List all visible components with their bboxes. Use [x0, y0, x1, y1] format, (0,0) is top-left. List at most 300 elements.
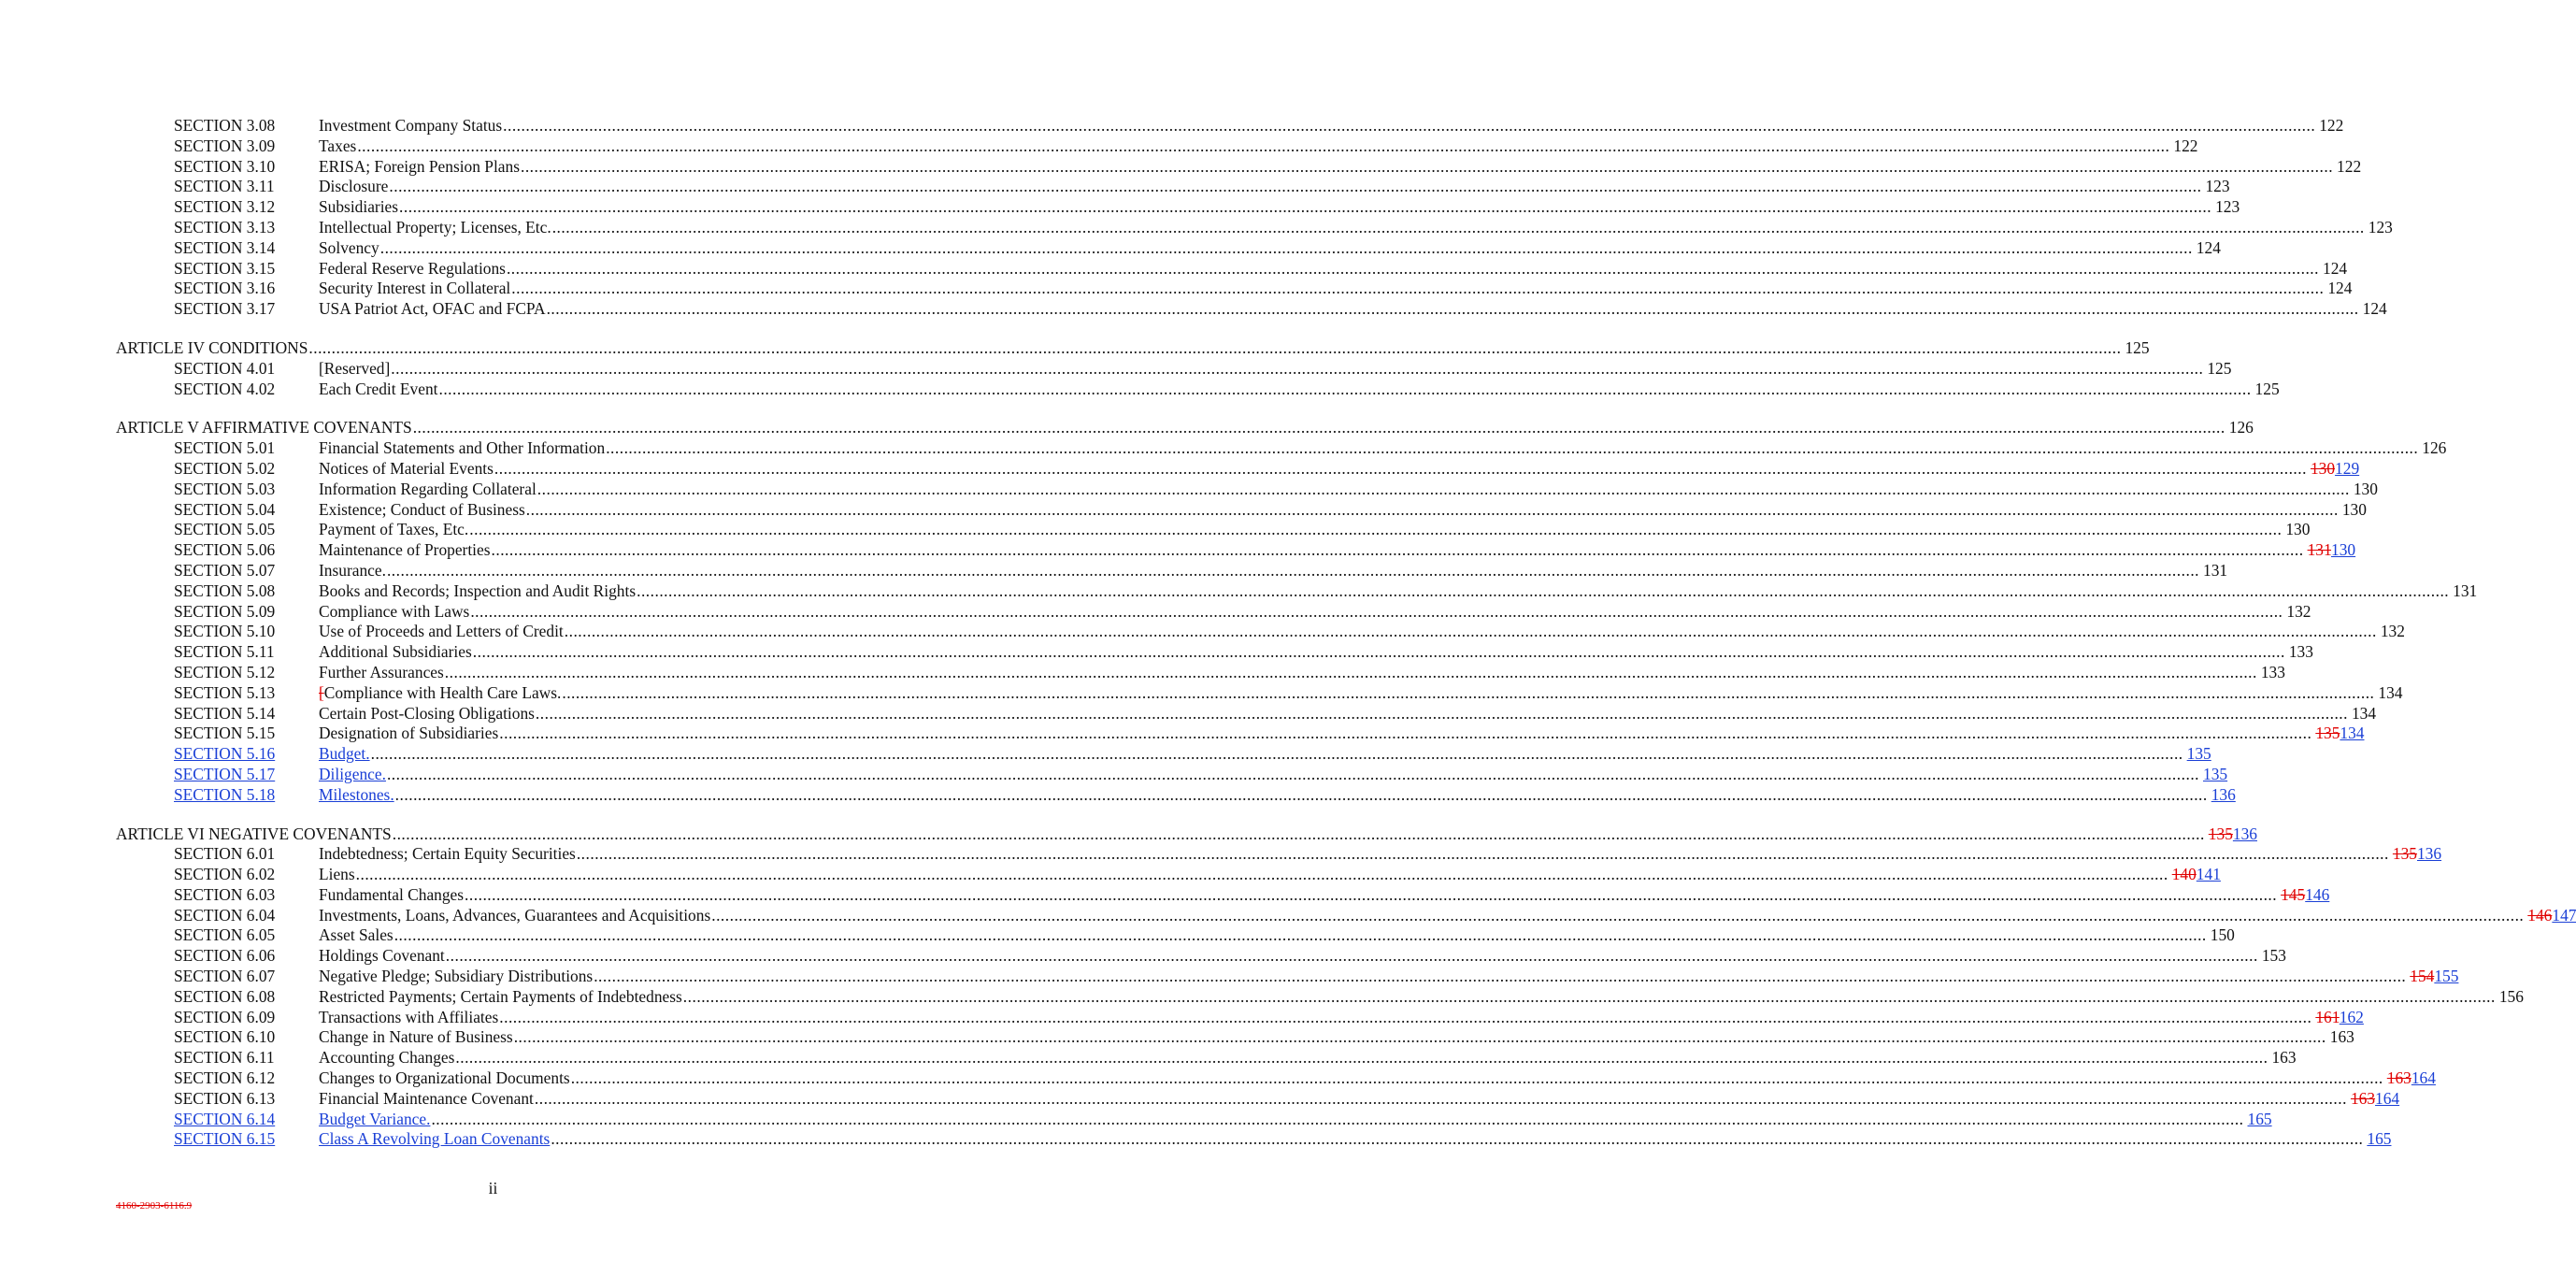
dot-leader: ................................................................................................................................................................................................................................................................................................................................................................................................................ [469, 520, 2283, 539]
dot-leader: ................................................................................................................................................................................................................................................................................................................................................................................................................ [546, 299, 2359, 319]
toc-section-row[interactable] [0, 662, 2285, 683]
toc-page-number [2347, 1089, 2399, 1110]
toc-entry-title-text: Notices of Material Events [319, 458, 494, 478]
toc-section-number: SECTION 5.06 [174, 540, 276, 560]
toc-section-number: SECTION 4.01 [174, 358, 276, 378]
toc-entry-title [319, 1068, 571, 1089]
toc-entry-title [319, 704, 536, 724]
deleted-page-number: 131 [2307, 540, 2332, 560]
toc-section-row[interactable] [0, 986, 2524, 1008]
document-id: 4160-2903-6116.9 [116, 1200, 193, 1211]
toc-section-number: SECTION 3.14 [174, 237, 276, 257]
toc-entry-title [319, 500, 526, 521]
toc-section-row[interactable] [0, 724, 2365, 744]
toc-entry-title-line [116, 824, 2257, 845]
toc-section-row[interactable] [0, 1088, 2400, 1110]
toc-entry-title [319, 279, 511, 299]
toc-section-number: SECTION 5.01 [174, 438, 276, 458]
toc-entry-title [319, 683, 562, 704]
toc-entry-title-text: Designation of Subsidiaries [319, 724, 499, 743]
toc-section-row[interactable] [0, 217, 2393, 238]
toc-section-number: SECTION 3.16 [174, 279, 276, 298]
toc-entry-title-line [319, 1129, 2392, 1150]
toc-page-number: 163 [2271, 1048, 2297, 1068]
toc-section-row[interactable] [0, 1068, 2436, 1089]
toc-section-number: SECTION 6.12 [174, 1068, 276, 1088]
toc-entry-title-line [319, 1068, 2436, 1089]
toc-entry-title [319, 1089, 535, 1110]
toc-entry-title-text: Transactions with Affiliates [319, 1007, 499, 1026]
toc-page-number [2205, 824, 2257, 845]
toc-page-number: 124 [2323, 258, 2348, 278]
toc-section-row[interactable] [0, 1027, 2354, 1048]
toc-entry-title-text: Holdings Covenant [319, 946, 445, 966]
toc-section-row[interactable] [0, 279, 2353, 299]
inserted-page-number: 162 [2339, 1007, 2364, 1026]
toc-entry-title-line [319, 1088, 2400, 1110]
toc-section-row[interactable] [0, 499, 2367, 521]
dot-leader: ................................................................................................................................................................................................................................................................................................................................................................................................................ [438, 379, 2252, 398]
toc-section-row[interactable] [0, 458, 2360, 480]
toc-section-number: SECTION 3.09 [174, 136, 276, 155]
toc-entry-title-text: Indebtedness; Certain Equity Securities [319, 844, 576, 864]
dot-leader: ................................................................................................................................................................................................................................................................................................................................................................................................................ [465, 884, 2278, 904]
toc-page-number: 131 [2453, 581, 2478, 600]
toc-section-number: SECTION 6.08 [174, 986, 276, 1006]
dot-leader: ................................................................................................................................................................................................................................................................................................................................................................................................................ [551, 217, 2365, 237]
toc-page-number: 124 [2196, 237, 2221, 257]
dot-leader: ................................................................................................................................................................................................................................................................................................................................................................................................................ [399, 197, 2212, 217]
toc-entry-title [319, 480, 537, 500]
toc-entry-title [319, 906, 711, 926]
toc-entry-title-text: Investments, Loans, Advances, Guarantees and Acquisitions [319, 905, 711, 925]
toc-entry-title-line [319, 884, 2330, 906]
toc-entry-title-text: Investment Company Status [319, 116, 503, 135]
dot-leader: ................................................................................................................................................................................................................................................................................................................................................................................................................ [455, 1048, 2268, 1068]
toc-section-number: SECTION 5.04 [174, 499, 276, 519]
toc-section-number: SECTION 3.17 [174, 299, 276, 319]
toc-entry-title-line [319, 279, 2353, 299]
toc-page-number: 134 [2351, 703, 2377, 723]
toc-entry-title-text: Solvency [319, 237, 379, 257]
toc-page-number: 125 [2254, 379, 2280, 398]
toc-entry-title [319, 925, 394, 946]
toc-entry-title-text: ERISA; Foreign Pension Plans [319, 156, 520, 176]
toc-entry-title [319, 602, 470, 623]
toc-entry-title-line [319, 116, 2344, 136]
toc-page-number [2311, 724, 2364, 744]
toc-entry-title-text: Intellectual Property; Licenses, Etc. [319, 217, 551, 237]
dot-leader: ................................................................................................................................................................................................................................................................................................................................................................................................................ [386, 764, 2200, 783]
toc-section-row[interactable] [0, 560, 2228, 581]
toc-page-number: 132 [2286, 601, 2311, 621]
toc-entry-title [319, 438, 606, 459]
toc-entry-title-line [319, 764, 2228, 785]
toc-section-row[interactable] [0, 784, 2236, 806]
toc-section-number: SECTION 5.12 [174, 662, 276, 681]
dot-leader: ................................................................................................................................................................................................................................................................................................................................................................................................................ [445, 946, 2258, 966]
dot-leader: ................................................................................................................................................................................................................................................................................................................................................................................................................ [470, 601, 2283, 621]
toc-section-number: SECTION 6.09 [174, 1007, 276, 1026]
toc-entry-title [319, 459, 494, 480]
toc-section-row[interactable] [0, 299, 2387, 320]
toc-section-row[interactable] [0, 581, 2478, 602]
inserted-page-number: 129 [2335, 458, 2360, 478]
toc-page-number: 135 [2203, 764, 2228, 783]
toc-entry-title-line [319, 784, 2236, 806]
toc-page-number: 123 [2368, 217, 2393, 237]
toc-entry-title [319, 946, 446, 967]
dot-leader: ................................................................................................................................................................................................................................................................................................................................................................................................................ [357, 136, 2170, 155]
toc-entry-title-line [319, 299, 2387, 320]
toc-section-row[interactable] [0, 905, 2576, 926]
toc-entry-title-line [319, 560, 2228, 581]
toc-page-number: 130 [2285, 520, 2311, 539]
toc-entry-title-text: Maintenance of Properties [319, 540, 491, 560]
toc-entry-title-line [319, 197, 2240, 218]
toc-entry-title-line [319, 581, 2478, 602]
toc-entry-title-line [319, 642, 2313, 663]
toc-entry-title-text: Compliance with Health Care Laws. [323, 682, 562, 702]
toc-entry-title-text: Information Regarding Collateral [319, 479, 537, 498]
toc-section-number: SECTION 5.13 [174, 682, 276, 702]
inserted-page-number: 130 [2331, 540, 2356, 560]
toc-entry-title-line [319, 1007, 2364, 1028]
dot-leader: ................................................................................................................................................................................................................................................................................................................................................................................................................ [570, 1068, 2383, 1088]
deleted-page-number: 135 [2208, 824, 2233, 843]
toc-section-number: SECTION 3.12 [174, 197, 276, 217]
toc-entry-title-line [319, 177, 2230, 197]
deleted-page-number: 163 [2386, 1068, 2411, 1088]
toc-section-number: SECTION 5.08 [174, 581, 276, 600]
toc-page-number: 163 [2329, 1027, 2354, 1047]
toc-entry-title [319, 1129, 551, 1150]
toc-page-number [2524, 906, 2576, 926]
toc-section-number: SECTION 5.09 [174, 601, 276, 621]
toc-page-number: 133 [2288, 642, 2313, 662]
toc-section-row[interactable] [0, 744, 2211, 765]
toc-entry-title-text: Taxes [319, 136, 357, 155]
deleted-page-number: 140 [2171, 865, 2197, 884]
toc-entry-title-text: [Reserved] [319, 358, 391, 378]
toc-entry-title-line [319, 662, 2285, 683]
toc-section-number: SECTION 6.15 [174, 1129, 276, 1149]
dot-leader: ................................................................................................................................................................................................................................................................................................................................................................................................................ [308, 337, 2122, 357]
toc-section-row[interactable] [0, 197, 2240, 218]
dot-leader: ................................................................................................................................................................................................................................................................................................................................................................................................................ [537, 479, 2350, 498]
toc-section-number: SECTION 5.10 [174, 622, 276, 641]
toc-entry-title-line [319, 844, 2442, 865]
toc-section-row[interactable] [0, 116, 2344, 136]
toc-page-number [2168, 865, 2221, 885]
toc-entry-title [319, 157, 521, 178]
dot-leader: ................................................................................................................................................................................................................................................................................................................................................................................................................ [355, 865, 2168, 884]
toc-entry-title-text: Negative Pledge; Subsidiary Distributions [319, 967, 594, 986]
dot-leader: ................................................................................................................................................................................................................................................................................................................................................................................................................ [472, 642, 2285, 662]
toc-page-number [2383, 1068, 2436, 1089]
toc-section-number: SECTION 5.03 [174, 479, 276, 498]
toc-entry-title [319, 765, 387, 785]
toc-section-row[interactable] [0, 764, 2228, 785]
toc-page-number: 136 [2211, 784, 2236, 804]
dot-leader: ................................................................................................................................................................................................................................................................................................................................................................................................................ [534, 1088, 2347, 1108]
toc-entry-title-line [319, 967, 2459, 987]
toc-section-number: SECTION 3.11 [174, 177, 275, 196]
dot-leader: ................................................................................................................................................................................................................................................................................................................................................................................................................ [444, 662, 2257, 681]
toc-section-number: SECTION 5.15 [174, 724, 276, 743]
toc-section-row[interactable] [0, 884, 2330, 906]
toc-entry-title-line [319, 458, 2360, 480]
toc-section-row[interactable] [0, 601, 2311, 623]
toc-entry-title [319, 663, 445, 683]
toc-page-number: 126 [2228, 418, 2254, 437]
toc-entry-title-line [319, 905, 2576, 926]
toc-section-row[interactable] [0, 520, 2311, 540]
toc-entry-title [319, 380, 438, 400]
toc-section-row[interactable] [0, 379, 2280, 400]
toc-page-number: 133 [2260, 662, 2285, 681]
toc-section-row[interactable] [0, 925, 2235, 946]
toc-entry-title [319, 622, 565, 642]
toc-entry-title [319, 987, 683, 1008]
toc-article-row[interactable] [0, 824, 2257, 845]
toc-entry-title [319, 844, 577, 865]
toc-entry-title [319, 177, 389, 197]
toc-entry-title-line [319, 237, 2221, 259]
toc-entry-title [319, 136, 357, 157]
toc-entry-title-text: Change in Nature of Business [319, 1027, 513, 1047]
toc-entry-title-line [319, 946, 2286, 967]
dot-leader: ................................................................................................................................................................................................................................................................................................................................................................................................................ [711, 905, 2525, 925]
toc-section-row[interactable] [0, 177, 2230, 197]
toc-entry-title-text: Further Assurances [319, 662, 444, 681]
toc-entry-title-text: Milestones. [319, 784, 394, 804]
inserted-page-number: 155 [2434, 967, 2459, 986]
toc-entry-title-text: Asset Sales [319, 925, 394, 945]
toc-entry-title-text: Books and Records; Inspection and Audit Rights [319, 581, 637, 600]
toc-entry-title-text: Class A Revolving Loan Covenants [319, 1129, 551, 1149]
toc-entry-title-text: Subsidiaries [319, 197, 399, 217]
toc-section-number: SECTION 5.02 [174, 458, 276, 478]
toc-page-number: 130 [2341, 499, 2367, 519]
toc-section-row[interactable] [0, 703, 2377, 724]
dot-leader: ................................................................................................................................................................................................................................................................................................................................................................................................................ [594, 967, 2407, 986]
toc-section-number: SECTION 6.10 [174, 1027, 276, 1047]
toc-entry-title-text: Financial Statements and Other Information [319, 438, 606, 458]
dot-leader: ................................................................................................................................................................................................................................................................................................................................................................................................................ [494, 458, 2307, 478]
toc-entry-title-line [319, 622, 2405, 642]
toc-section-row[interactable] [0, 622, 2405, 642]
toc-entry-title-text: ARTICLE IV CONDITIONS [116, 337, 308, 357]
toc-section-row[interactable] [0, 682, 2403, 704]
toc-section-row[interactable] [0, 1048, 2297, 1068]
dot-leader: ................................................................................................................................................................................................................................................................................................................................................................................................................ [391, 358, 2204, 378]
toc-page-number: 126 [2422, 438, 2447, 458]
deleted-page-number: 161 [2315, 1007, 2340, 1026]
inserted-page-number: 164 [2375, 1088, 2400, 1108]
toc-entry-title [319, 197, 399, 218]
toc-entry-title-line [319, 258, 2348, 280]
toc-section-number: SECTION 6.04 [174, 905, 276, 925]
toc-entry-title [319, 359, 391, 380]
toc-section-number: SECTION 3.15 [174, 258, 276, 278]
toc-section-number: SECTION 6.03 [174, 884, 276, 904]
toc-entry-title [319, 865, 356, 885]
toc-page-number: 123 [2215, 197, 2240, 217]
toc-section-number: SECTION 6.05 [174, 925, 276, 945]
toc-section-row[interactable] [0, 540, 2356, 561]
toc-section-row[interactable] [0, 438, 2447, 459]
inserted-page-number: 136 [2416, 844, 2442, 864]
toc-entry-title-line [319, 1048, 2297, 1068]
dot-leader: ................................................................................................................................................................................................................................................................................................................................................................................................................ [394, 784, 2208, 804]
toc-page-number [2311, 1008, 2364, 1028]
toc-section-row[interactable] [0, 844, 2442, 865]
dot-leader: ................................................................................................................................................................................................................................................................................................................................................................................................................ [551, 1129, 2364, 1149]
dot-leader: ................................................................................................................................................................................................................................................................................................................................................................................................................ [606, 438, 2419, 458]
toc-section-row[interactable] [0, 136, 2198, 157]
toc-section-row[interactable] [0, 237, 2221, 259]
inserted-page-number: 164 [2411, 1068, 2436, 1088]
toc-section-number: SECTION 5.07 [174, 560, 276, 580]
toc-page-number: 156 [2498, 986, 2524, 1006]
toc-section-number: SECTION 3.13 [174, 217, 276, 237]
dot-leader: ................................................................................................................................................................................................................................................................................................................................................................................................................ [499, 724, 2312, 743]
toc-entry-title [319, 540, 492, 561]
inserted-page-number: 147 [2552, 905, 2576, 925]
toc-section-number: SECTION 4.02 [174, 379, 276, 398]
toc-entry-title [319, 1110, 431, 1130]
toc-section-row[interactable] [0, 865, 2221, 885]
dot-leader: ................................................................................................................................................................................................................................................................................................................................................................................................................ [637, 581, 2450, 600]
toc-entry-title-line [319, 865, 2221, 885]
toc-page-number [2406, 967, 2458, 987]
toc-section-row[interactable] [0, 946, 2286, 967]
dot-leader: ................................................................................................................................................................................................................................................................................................................................................................................................................ [535, 703, 2348, 723]
toc-entry-title-line [319, 986, 2524, 1008]
deleted-page-number: 145 [2281, 884, 2306, 904]
toc-article-row[interactable] [0, 337, 2150, 359]
toc-section-number: SECTION 6.11 [174, 1048, 275, 1068]
inserted-page-number: 146 [2305, 884, 2330, 904]
toc-page-number: 123 [2205, 177, 2230, 196]
dot-leader: ................................................................................................................................................................................................................................................................................................................................................................................................................ [389, 177, 2202, 196]
toc-section-row[interactable] [0, 479, 2378, 500]
toc-page-number: 165 [2247, 1109, 2272, 1128]
toc-page-number: 124 [2327, 279, 2353, 298]
toc-entry-title-text: Financial Maintenance Covenant [319, 1088, 534, 1108]
dot-leader: ................................................................................................................................................................................................................................................................................................................................................................................................................ [499, 1007, 2312, 1026]
toc-entry-title-text: Compliance with Laws [319, 601, 470, 621]
dot-leader: ................................................................................................................................................................................................................................................................................................................................................................................................................ [513, 1027, 2326, 1047]
toc-entry-title [319, 885, 465, 906]
toc-entry-title-text: Federal Reserve Regulations [319, 258, 506, 278]
toc-entry-title-text: Use of Proceeds and Letters of Credit [319, 622, 564, 641]
toc-entry-title-line [116, 337, 2150, 359]
toc-section-number: SECTION 6.01 [174, 844, 276, 864]
toc-entry-title [319, 218, 552, 238]
deleted-page-number: 146 [2527, 905, 2553, 925]
inserted-page-number: 141 [2196, 865, 2221, 884]
toc-entry-title-line [319, 156, 2362, 178]
toc-page-number: 134 [2378, 682, 2403, 702]
toc-section-row[interactable] [0, 1129, 2392, 1150]
toc-section-row[interactable] [0, 967, 2459, 987]
deleted-page-number: 154 [2410, 967, 2435, 986]
deleted-page-number: 130 [2310, 458, 2336, 478]
dot-leader: ................................................................................................................................................................................................................................................................................................................................................................................................................ [506, 258, 2319, 278]
toc-page-number: 122 [2173, 136, 2198, 155]
toc-section-number: SECTION 3.08 [174, 116, 276, 135]
toc-entry-title-text: Liens [319, 865, 355, 884]
toc-page-number: 122 [2337, 156, 2362, 176]
dot-leader: ................................................................................................................................................................................................................................................................................................................................................................................................................ [491, 540, 2304, 560]
toc-entry-title-text: Budget. [319, 744, 370, 764]
toc-section-number: SECTION 6.07 [174, 967, 276, 986]
toc-entry-title [319, 116, 503, 136]
toc-entry-title-text: USA Patriot Act, OFAC and FCPA [319, 299, 546, 319]
toc-section-number: SECTION 3.10 [174, 156, 276, 176]
dot-leader: ................................................................................................................................................................................................................................................................................................................................................................................................................ [576, 844, 2389, 864]
toc-entry-title-text: Fundamental Changes [319, 884, 465, 904]
dot-leader: ................................................................................................................................................................................................................................................................................................................................................................................................................ [562, 682, 2375, 702]
inserted-page-number: 134 [2340, 724, 2365, 743]
toc-entry-title-text: Diligence. [319, 764, 386, 783]
toc-entry-title-line [319, 499, 2367, 521]
toc-entry-title-line [319, 479, 2378, 500]
toc-section-row[interactable] [0, 258, 2348, 280]
toc-entry-title-text: Budget Variance. [319, 1109, 431, 1128]
toc-entry-title-line [319, 1109, 2272, 1130]
toc-article-row[interactable] [0, 418, 2254, 438]
toc-entry-title-text: Restricted Payments; Certain Payments of Indebtedness [319, 986, 682, 1006]
toc-section-row[interactable] [0, 358, 2232, 380]
toc-entry-title-text: Additional Subsidiaries [319, 642, 472, 662]
toc-entry-title-line [319, 520, 2311, 540]
toc-entry-title-line [319, 540, 2356, 561]
toc-section-row[interactable] [0, 642, 2313, 663]
toc-page-number: 124 [2362, 299, 2387, 319]
toc-entry-title [319, 724, 499, 744]
toc-entry-title-line [319, 438, 2447, 459]
toc-page-number: 131 [2203, 560, 2228, 580]
toc-entry-title-line [319, 136, 2198, 157]
toc-entry-title-line [319, 1027, 2354, 1048]
deleted-bracket: [ [319, 682, 324, 702]
toc-section-number: SECTION 5.14 [174, 703, 276, 723]
toc-section-row[interactable] [0, 1007, 2364, 1028]
toc-entry-title-text: Security Interest in Collateral [319, 279, 511, 298]
toc-entry-title-text: Accounting Changes [319, 1048, 455, 1068]
toc-entry-title-line [319, 601, 2311, 623]
toc-section-row[interactable] [0, 1109, 2272, 1130]
toc-section-number: SECTION 5.05 [174, 520, 276, 539]
table-of-contents [0, 116, 2576, 1150]
deleted-page-number: 163 [2350, 1088, 2376, 1108]
toc-entry-title-text: Insurance. [319, 560, 386, 580]
toc-page-number [2389, 844, 2441, 865]
toc-entry-title-line [116, 418, 2254, 438]
toc-page-number: 130 [2353, 479, 2378, 498]
toc-section-row[interactable] [0, 156, 2362, 178]
dot-leader: ................................................................................................................................................................................................................................................................................................................................................................................................................ [386, 560, 2200, 580]
toc-entry-title-text: ARTICLE V AFFIRMATIVE COVENANTS [116, 418, 412, 437]
dot-leader: ................................................................................................................................................................................................................................................................................................................................................................................................................ [564, 622, 2377, 641]
toc-section-number: SECTION 6.02 [174, 865, 276, 884]
toc-entry-title-line [319, 379, 2280, 400]
toc-entry-title-line [319, 682, 2403, 704]
toc-entry-title [319, 299, 547, 320]
